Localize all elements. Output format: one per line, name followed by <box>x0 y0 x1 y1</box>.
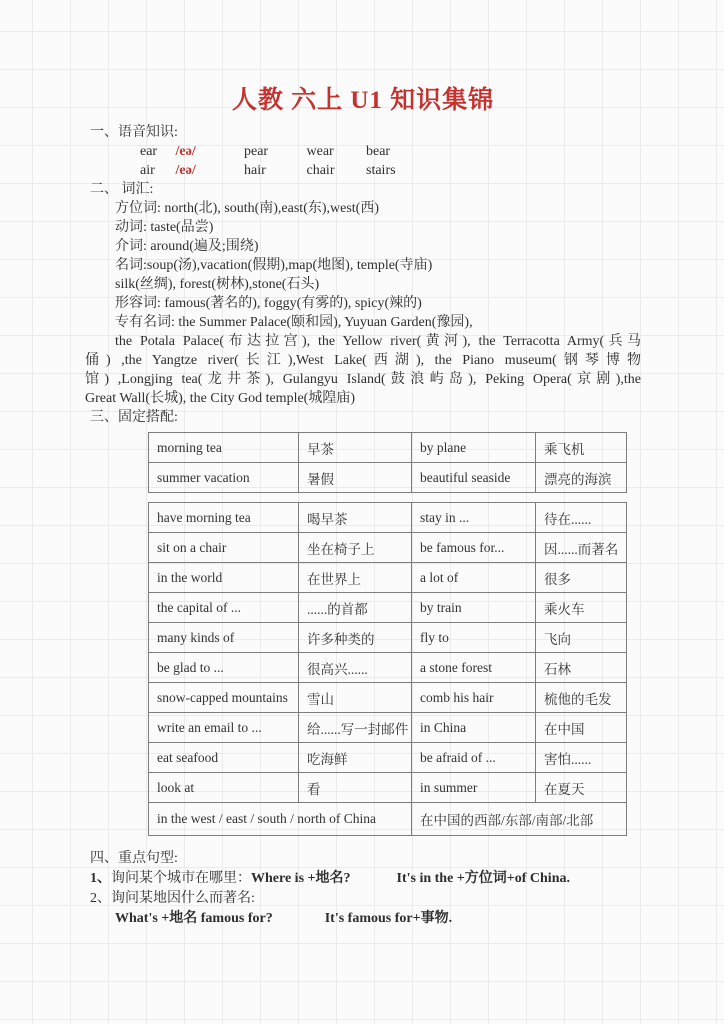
collocation-cn: 许多种类的 <box>299 623 412 653</box>
table-row <box>149 503 627 533</box>
collocation-cn: 漂亮的海滨 <box>536 463 627 493</box>
vocab-line: 动词: taste(品尝) <box>115 220 214 235</box>
phonics-ipa: /eə/ <box>175 144 196 159</box>
collocation-en: a lot of <box>412 563 536 593</box>
collocation-cn: 待在...... <box>536 503 627 533</box>
vocab-line: the Potala Palace(布达拉宫), the Yellow river(黄河), the Terracotta Army(兵马 <box>115 334 641 349</box>
collocation-en: in China <box>412 713 536 743</box>
collocation-cn: 乘飞机 <box>536 433 627 463</box>
collocation-en: be afraid of ... <box>412 743 536 773</box>
phonics-row <box>140 161 641 180</box>
vocab-line: 名词:soup(汤),vacation(假期),map(地图), temple(寺庙) <box>115 258 433 273</box>
phonics-ipa: /eə/ <box>175 163 196 178</box>
collocation-cn: 在世界上 <box>299 563 412 593</box>
collocation-en: write an email to ... <box>149 713 299 743</box>
vocab-line: 方位词: north(北), south(南),east(东),west(西) <box>115 201 380 216</box>
collocations-heading: 三、固定搭配: <box>90 410 178 425</box>
pattern-item-1 <box>90 869 641 889</box>
collocations-table-1 <box>148 432 627 493</box>
collocation-cn: 很高兴...... <box>299 653 412 683</box>
collocation-en: the capital of ... <box>149 593 299 623</box>
patterns-heading: 四、重点句型: <box>90 851 178 866</box>
collocation-cn: 梳他的毛发 <box>536 683 627 713</box>
table-row <box>149 743 627 773</box>
pattern-item-2-label <box>90 889 641 909</box>
pattern-question: What's +地名 famous for? <box>115 911 273 926</box>
collocation-en: snow-capped mountains <box>149 683 299 713</box>
phonics-example: pear <box>244 144 269 159</box>
phonics-example: hair <box>244 163 266 178</box>
phonics-example: wear <box>306 144 334 159</box>
collocations-table-2 <box>148 502 627 836</box>
collocation-cn: 给......写一封邮件 <box>299 713 412 743</box>
table-row <box>149 713 627 743</box>
collocation-en: many kinds of <box>149 623 299 653</box>
phonics-example: chair <box>306 163 335 178</box>
collocation-cn: 坐在椅子上 <box>299 533 412 563</box>
collocation-cn: 飞向 <box>536 623 627 653</box>
phonics-example: bear <box>366 144 391 159</box>
collocation-en: be famous for... <box>412 533 536 563</box>
table-row <box>149 463 627 493</box>
table-row-merged <box>149 803 627 836</box>
collocation-cn: 暑假 <box>299 463 412 493</box>
collocation-en: in the west / east / south / north of China <box>149 803 412 836</box>
sentence-patterns-section <box>85 849 641 929</box>
vocab-line: 俑) ,the Yangtze river(长江),West Lake(西湖), the Piano museum(钢琴博物 <box>85 353 641 368</box>
pattern-label: 询问某个城市在哪里： <box>111 871 251 886</box>
page-content <box>85 0 641 929</box>
vocab-line: 馆) ,Longjing tea(龙井茶), Gulangyu Island(鼓浪屿岛), Peking Opera(京剧),the <box>85 372 641 387</box>
phonics-word: air <box>140 163 155 178</box>
collocation-en: beautiful seaside <box>412 463 536 493</box>
phonics-heading: 一、语音知识: <box>90 125 178 140</box>
table-row <box>149 533 627 563</box>
table-row <box>149 433 627 463</box>
pattern-answer: It's famous for+事物. <box>324 911 453 926</box>
collocation-en: by train <box>412 593 536 623</box>
body-text-block <box>85 123 641 427</box>
vocab-line: 介词: around(遍及;围绕) <box>115 239 259 254</box>
collocation-en: look at <box>149 773 299 803</box>
collocation-en: summer vacation <box>149 463 299 493</box>
collocation-en: by plane <box>412 433 536 463</box>
collocation-en: have morning tea <box>149 503 299 533</box>
collocation-en: comb his hair <box>412 683 536 713</box>
pattern-answer: It's in the +方位词+of China. <box>396 871 570 886</box>
collocation-cn: 因......而著名 <box>536 533 627 563</box>
pattern-number: 1、 <box>90 871 111 886</box>
phonics-word: ear <box>140 144 158 159</box>
vocab-heading: 二、 词汇: <box>90 182 154 197</box>
table-row <box>149 623 627 653</box>
collocation-cn: 害怕...... <box>536 743 627 773</box>
collocation-cn: 喝早茶 <box>299 503 412 533</box>
collocation-cn: 看 <box>299 773 412 803</box>
collocation-en: eat seafood <box>149 743 299 773</box>
pattern-item-2-body <box>115 909 641 929</box>
collocation-en: fly to <box>412 623 536 653</box>
vocab-line: Great Wall(长城), the City God temple(城隍庙) <box>85 391 355 406</box>
pattern-question: Where is +地名? <box>251 871 351 886</box>
collocation-cn: 石林 <box>536 653 627 683</box>
vocab-line: silk(丝绸), forest(树林),stone(石头) <box>115 277 320 292</box>
collocation-cn: 在夏天 <box>536 773 627 803</box>
pattern-label: 2、询问某地因什么而著名: <box>90 891 255 906</box>
phonics-example: stairs <box>366 163 396 178</box>
collocation-en: be glad to ... <box>149 653 299 683</box>
collocation-cn: 早茶 <box>299 433 412 463</box>
collocation-cn: 很多 <box>536 563 627 593</box>
collocation-cn: ......的首都 <box>299 593 412 623</box>
collocation-cn: 乘火车 <box>536 593 627 623</box>
vocab-line: 专有名词: the Summer Palace(颐和园), Yuyuan Garden(豫园), <box>115 315 473 330</box>
vocab-line: 形容词: famous(著名的), foggy(有雾的), spicy(辣的) <box>115 296 422 311</box>
collocation-en: morning tea <box>149 433 299 463</box>
collocation-cn: 在中国的西部/东部/南部/北部 <box>412 803 627 836</box>
table-row <box>149 563 627 593</box>
table-row <box>149 653 627 683</box>
collocation-cn: 吃海鲜 <box>299 743 412 773</box>
phonics-row <box>140 142 641 161</box>
collocation-en: in the world <box>149 563 299 593</box>
collocation-en: in summer <box>412 773 536 803</box>
collocation-cn: 雪山 <box>299 683 412 713</box>
table-row <box>149 593 627 623</box>
table-row <box>149 683 627 713</box>
page-title: 人教 六上 U1 知识集锦 <box>231 87 495 114</box>
table-row <box>149 773 627 803</box>
collocation-en: sit on a chair <box>149 533 299 563</box>
collocation-en: a stone forest <box>412 653 536 683</box>
collocation-en: stay in ... <box>412 503 536 533</box>
collocation-cn: 在中国 <box>536 713 627 743</box>
